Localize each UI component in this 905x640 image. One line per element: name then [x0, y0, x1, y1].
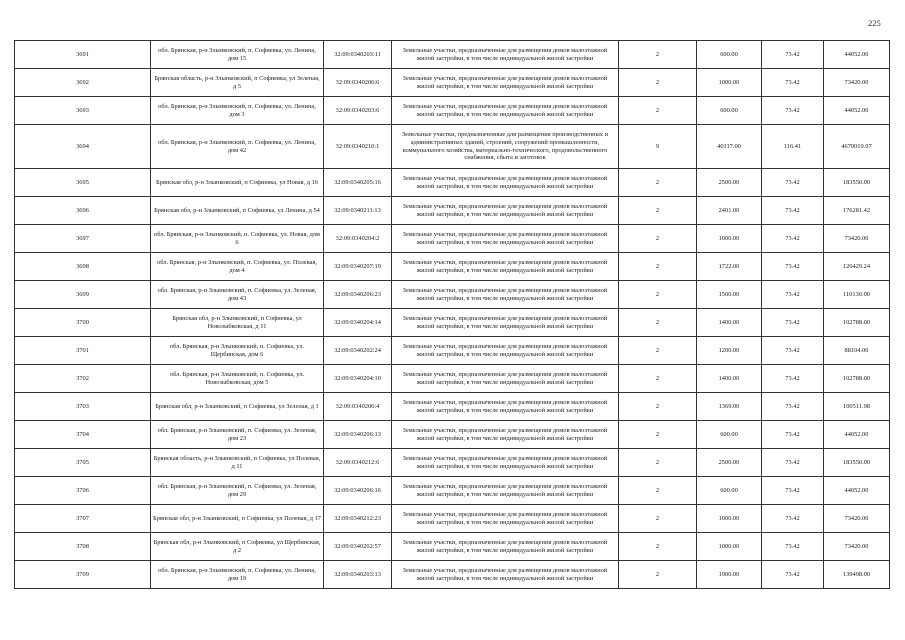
cadastral-value-cell: 44052.00 — [824, 41, 890, 69]
row-number-cell: 3693 — [15, 97, 151, 125]
group-cell: 2 — [619, 477, 697, 505]
cadastral-number-cell: 32:09:0340206:6 — [324, 69, 392, 97]
address-cell: Брянская обл, р-н Злынковский, п Софиевка, ул Ленина, д 54 — [151, 197, 324, 225]
rate-cell: 73.42 — [762, 421, 824, 449]
group-cell: 2 — [619, 533, 697, 561]
table-row — [15, 253, 890, 281]
area-cell: 1500.00 — [697, 281, 762, 309]
cadastral-number-cell: 32:09:0340210:1 — [324, 125, 392, 169]
land-use-cell: Земельные участки, предназначенные для размещения домов малоэтажной жилой застройки, в том числе индивидуальной жилой застройки — [392, 561, 619, 589]
rate-cell: 73.42 — [762, 97, 824, 125]
rate-cell: 73.42 — [762, 253, 824, 281]
table-row — [15, 337, 890, 365]
cadastral-value-cell: 126429.24 — [824, 253, 890, 281]
land-use-cell: Земельные участки, предназначенные для размещения домов малоэтажной жилой застройки, в том числе индивидуальной жилой застройки — [392, 97, 619, 125]
area-cell: 40117.00 — [697, 125, 762, 169]
group-cell: 2 — [619, 393, 697, 421]
table-row — [15, 421, 890, 449]
rate-cell: 73.42 — [762, 365, 824, 393]
cadastral-number-cell: 32:09:0340202:24 — [324, 337, 392, 365]
group-cell: 2 — [619, 449, 697, 477]
table-body — [15, 41, 890, 589]
cadastral-number-cell: 32:09:0340212:23 — [324, 505, 392, 533]
area-cell: 600.00 — [697, 421, 762, 449]
land-use-cell: Земельные участки, предназначенные для размещения домов малоэтажной жилой застройки, в том числе индивидуальной жилой застройки — [392, 477, 619, 505]
area-cell: 2500.00 — [697, 169, 762, 197]
land-use-cell: Земельные участки, предназначенные для размещения домов малоэтажной жилой застройки, в том числе индивидуальной жилой застройки — [392, 309, 619, 337]
row-number-cell: 3700 — [15, 309, 151, 337]
cadastral-number-cell: 32:09:0340206:16 — [324, 477, 392, 505]
land-use-cell: Земельные участки, предназначенные для размещения домов малоэтажной жилой застройки, в том числе индивидуальной жилой застройки — [392, 393, 619, 421]
cadastral-number-cell: 32:09:0340203:11 — [324, 41, 392, 69]
cadastral-number-cell: 32:09:0340212:6 — [324, 449, 392, 477]
cadastral-number-cell: 32:09:0340203:13 — [324, 561, 392, 589]
rate-cell: 73.42 — [762, 561, 824, 589]
rate-cell: 116.41 — [762, 125, 824, 169]
rate-cell: 73.42 — [762, 41, 824, 69]
group-cell: 2 — [619, 197, 697, 225]
cadastral-number-cell: 32:09:0340205:16 — [324, 169, 392, 197]
rate-cell: 73.42 — [762, 449, 824, 477]
cadastral-value-cell: 176281.42 — [824, 197, 890, 225]
group-cell: 2 — [619, 69, 697, 97]
cadastral-value-cell: 102788.00 — [824, 365, 890, 393]
cadastral-number-cell: 32:09:0340206:23 — [324, 281, 392, 309]
page-number: 225 — [868, 18, 881, 28]
address-cell: обл. Брянская, р-н Злынковский, п. Софиевка, ул. Ленина, дом 42 — [151, 125, 324, 169]
cadastral-value-cell: 73420.00 — [824, 533, 890, 561]
address-cell: обл. Брянская, р-н Злынковский, п. Софиевка, ул. Зеленая, дом 23 — [151, 421, 324, 449]
cadastral-value-cell: 44052.00 — [824, 477, 890, 505]
group-cell: 2 — [619, 505, 697, 533]
land-use-cell: Земельные участки, предназначенные для размещения домов малоэтажной жилой застройки, в том числе индивидуальной жилой застройки — [392, 281, 619, 309]
cadastral-value-cell: 183550.00 — [824, 169, 890, 197]
cadastral-number-cell: 32:09:0340203:6 — [324, 97, 392, 125]
address-cell: обл. Брянская, р-н Злынковский, п. Софиевка, ул. Зеленая, дом 29 — [151, 477, 324, 505]
land-use-cell: Земельные участки, предназначенные для размещения производственных и административных зданий, строений, сооружений промышленности, коммунального хозяйства, материально-технического, продовольственного снабжения, сбыта и заготовок — [392, 125, 619, 169]
address-cell: Брянская обл, р-н Злынковский, п Софиевка, ул Щербинская, д 2 — [151, 533, 324, 561]
area-cell: 1722.00 — [697, 253, 762, 281]
land-use-cell: Земельные участки, предназначенные для размещения домов малоэтажной жилой застройки, в том числе индивидуальной жилой застройки — [392, 365, 619, 393]
table-row — [15, 197, 890, 225]
address-cell: Брянская обл, р-н Злынковский, п Софиевка, ул Новая, д 16 — [151, 169, 324, 197]
rate-cell: 73.42 — [762, 309, 824, 337]
group-cell: 2 — [619, 337, 697, 365]
area-cell: 1000.00 — [697, 533, 762, 561]
group-cell: 2 — [619, 309, 697, 337]
area-cell: 2401.00 — [697, 197, 762, 225]
land-use-cell: Земельные участки, предназначенные для размещения домов малоэтажной жилой застройки, в том числе индивидуальной жилой застройки — [392, 421, 619, 449]
cadastral-value-cell: 102788.00 — [824, 309, 890, 337]
group-cell: 2 — [619, 253, 697, 281]
area-cell: 1900.00 — [697, 561, 762, 589]
area-cell: 1400.00 — [697, 365, 762, 393]
table-row — [15, 533, 890, 561]
table-row — [15, 309, 890, 337]
row-number-cell: 3698 — [15, 253, 151, 281]
land-use-cell: Земельные участки, предназначенные для размещения домов малоэтажной жилой застройки, в том числе индивидуальной жилой застройки — [392, 197, 619, 225]
group-cell: 2 — [619, 225, 697, 253]
group-cell: 2 — [619, 365, 697, 393]
cadastral-value-cell: 183550.00 — [824, 449, 890, 477]
rate-cell: 73.42 — [762, 477, 824, 505]
area-cell: 1200.00 — [697, 337, 762, 365]
row-number-cell: 3701 — [15, 337, 151, 365]
row-number-cell: 3702 — [15, 365, 151, 393]
row-number-cell: 3708 — [15, 533, 151, 561]
area-cell: 600.00 — [697, 41, 762, 69]
area-cell: 1000.00 — [697, 69, 762, 97]
cadastral-number-cell: 32:09:0340204:14 — [324, 309, 392, 337]
cadastral-number-cell: 32:09:0340204:10 — [324, 365, 392, 393]
area-cell: 1000.00 — [697, 225, 762, 253]
cadastral-value-cell: 73420.00 — [824, 69, 890, 97]
row-number-cell: 3709 — [15, 561, 151, 589]
land-use-cell: Земельные участки, предназначенные для размещения домов малоэтажной жилой застройки, в том числе индивидуальной жилой застройки — [392, 253, 619, 281]
table-row — [15, 477, 890, 505]
rate-cell: 73.42 — [762, 533, 824, 561]
row-number-cell: 3704 — [15, 421, 151, 449]
table-row — [15, 393, 890, 421]
cadastral-value-table — [14, 40, 890, 589]
address-cell: обл. Брянская, р-н Злынковский, п. Софиевка, ул. Новозыбковская, дом 5 — [151, 365, 324, 393]
address-cell: обл. Брянская, р-н Злынковский, п. Софиевка, ул. Полевая, дом 4 — [151, 253, 324, 281]
rate-cell: 73.42 — [762, 281, 824, 309]
address-cell: Брянская область, р-н Злынковский, п Софиевка, ул Зеленая, д 5 — [151, 69, 324, 97]
table-row — [15, 561, 890, 589]
cadastral-number-cell: 32:09:0340207:19 — [324, 253, 392, 281]
cadastral-value-cell: 73420.00 — [824, 225, 890, 253]
table-row — [15, 169, 890, 197]
address-cell: обл. Брянская, р-н Злынковский, п. Софиевка, ул. Ленина, дом 3 — [151, 97, 324, 125]
rate-cell: 73.42 — [762, 197, 824, 225]
address-cell: Брянская область, р-н Злынковский, п Софиевка, ул Полевая, д 11 — [151, 449, 324, 477]
cadastral-value-cell: 44052.00 — [824, 97, 890, 125]
address-cell: Брянская обл, р-н Злынковский, п Софиевка, ул Зеленая, д 1 — [151, 393, 324, 421]
row-number-cell: 3705 — [15, 449, 151, 477]
row-number-cell: 3695 — [15, 169, 151, 197]
land-use-cell: Земельные участки, предназначенные для размещения домов малоэтажной жилой застройки, в том числе индивидуальной жилой застройки — [392, 533, 619, 561]
group-cell: 2 — [619, 281, 697, 309]
table-row — [15, 449, 890, 477]
address-cell: обл. Брянская, р-н Злынковский, п. Софиевка, ул. Ленина, дом 15 — [151, 41, 324, 69]
cadastral-value-cell: 139498.00 — [824, 561, 890, 589]
area-cell: 1400.00 — [697, 309, 762, 337]
cadastral-value-cell: 73420.00 — [824, 505, 890, 533]
land-use-cell: Земельные участки, предназначенные для размещения домов малоэтажной жилой застройки, в том числе индивидуальной жилой застройки — [392, 41, 619, 69]
area-cell: 600.00 — [697, 97, 762, 125]
cadastral-value-cell: 110130.00 — [824, 281, 890, 309]
cadastral-value-cell: 4670019.97 — [824, 125, 890, 169]
table-row — [15, 225, 890, 253]
table-row — [15, 125, 890, 169]
area-cell: 600.00 — [697, 477, 762, 505]
area-cell: 1369.00 — [697, 393, 762, 421]
address-cell: обл. Брянская, р-н Злынковский, п. Софиевка, ул. Ленина, дом 19 — [151, 561, 324, 589]
address-cell: обл. Брянская, р-н Злынковский, п. Софиевка, ул. Щербинская, дом 6 — [151, 337, 324, 365]
rate-cell: 73.42 — [762, 505, 824, 533]
row-number-cell: 3692 — [15, 69, 151, 97]
land-use-cell: Земельные участки, предназначенные для размещения домов малоэтажной жилой застройки, в том числе индивидуальной жилой застройки — [392, 169, 619, 197]
rate-cell: 73.42 — [762, 169, 824, 197]
cadastral-number-cell: 32:09:0340204:2 — [324, 225, 392, 253]
group-cell: 2 — [619, 169, 697, 197]
address-cell: Брянская обл, р-н Злынковский, п Софиевка, ул Новозыбковская, д 11 — [151, 309, 324, 337]
table-row — [15, 505, 890, 533]
cadastral-number-cell: 32:09:0340206:13 — [324, 421, 392, 449]
group-cell: 2 — [619, 41, 697, 69]
cadastral-number-cell: 32:09:0340206:4 — [324, 393, 392, 421]
group-cell: 2 — [619, 97, 697, 125]
row-number-cell: 3699 — [15, 281, 151, 309]
row-number-cell: 3694 — [15, 125, 151, 169]
cadastral-value-cell: 88104.00 — [824, 337, 890, 365]
group-cell: 2 — [619, 421, 697, 449]
rate-cell: 73.42 — [762, 69, 824, 97]
table-row — [15, 281, 890, 309]
cadastral-value-cell: 100511.98 — [824, 393, 890, 421]
row-number-cell: 3706 — [15, 477, 151, 505]
area-cell: 1000.00 — [697, 505, 762, 533]
row-number-cell: 3691 — [15, 41, 151, 69]
rate-cell: 73.42 — [762, 225, 824, 253]
table-row — [15, 41, 890, 69]
rate-cell: 73.42 — [762, 337, 824, 365]
land-use-cell: Земельные участки, предназначенные для размещения домов малоэтажной жилой застройки, в том числе индивидуальной жилой застройки — [392, 225, 619, 253]
area-cell: 2500.00 — [697, 449, 762, 477]
row-number-cell: 3707 — [15, 505, 151, 533]
cadastral-value-cell: 44052.00 — [824, 421, 890, 449]
rate-cell: 73.42 — [762, 393, 824, 421]
address-cell: обл. Брянская, р-н Злынковский, п. Софиевка, ул. Зеленая, дом 43 — [151, 281, 324, 309]
table-row — [15, 97, 890, 125]
table-row — [15, 365, 890, 393]
group-cell: 9 — [619, 125, 697, 169]
land-use-cell: Земельные участки, предназначенные для размещения домов малоэтажной жилой застройки, в том числе индивидуальной жилой застройки — [392, 69, 619, 97]
row-number-cell: 3697 — [15, 225, 151, 253]
table-row — [15, 69, 890, 97]
cadastral-number-cell: 32:09:0340202:57 — [324, 533, 392, 561]
land-use-cell: Земельные участки, предназначенные для размещения домов малоэтажной жилой застройки, в том числе индивидуальной жилой застройки — [392, 505, 619, 533]
land-use-cell: Земельные участки, предназначенные для размещения домов малоэтажной жилой застройки, в том числе индивидуальной жилой застройки — [392, 337, 619, 365]
cadastral-number-cell: 32:09:0340211:13 — [324, 197, 392, 225]
row-number-cell: 3696 — [15, 197, 151, 225]
land-use-cell: Земельные участки, предназначенные для размещения домов малоэтажной жилой застройки, в том числе индивидуальной жилой застройки — [392, 449, 619, 477]
address-cell: Брянская обл, р-н Злынковский, п Софиевка, ул Полевая, д 17 — [151, 505, 324, 533]
row-number-cell: 3703 — [15, 393, 151, 421]
address-cell: обл. Брянская, р-н Злынковский, п. Софиевка, ул. Новая, дом 6 — [151, 225, 324, 253]
group-cell: 2 — [619, 561, 697, 589]
